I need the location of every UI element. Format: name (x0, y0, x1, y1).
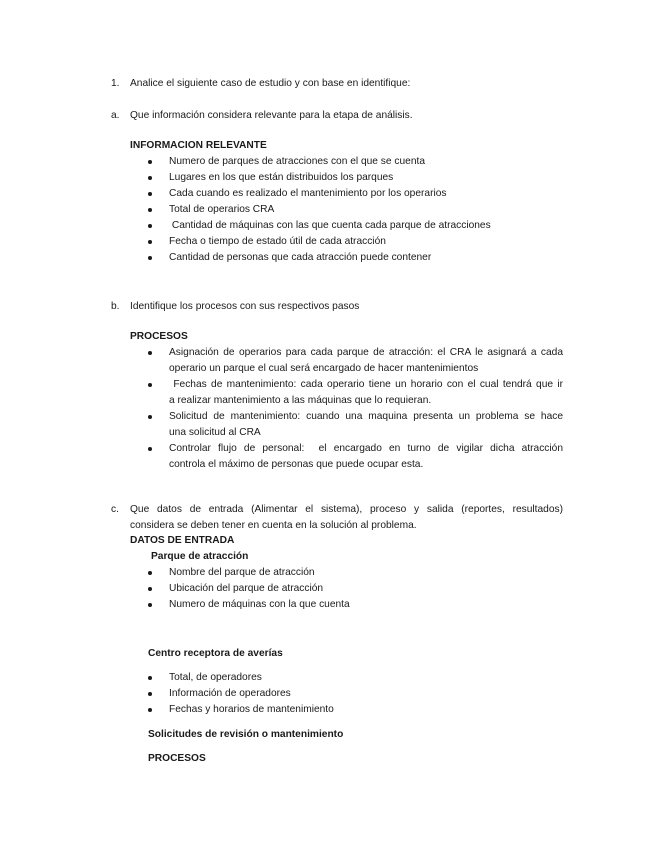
list-item: Cantidad de máquinas con las que cuenta cada parque de atracciones (148, 218, 568, 234)
item-b-text: Identifique los procesos con sus respectivos pasos (130, 301, 360, 312)
list-item: Numero de parques de atracciones con el que se cuenta (148, 154, 568, 170)
list-item: Lugares en los que están distribuidos los parques (148, 170, 568, 186)
list-item-line: operario un parque el cual será encargado de hacer mantenimientos (169, 363, 479, 374)
list-item-line: Solicitud de mantenimiento: cuando una maquina presenta un problema se hace (169, 411, 563, 422)
list-item: Fecha o tiempo de estado útil de cada atracción (148, 234, 568, 250)
breakdown-center-list (148, 670, 568, 718)
list-item (148, 345, 563, 377)
list-item (148, 409, 563, 441)
list-item-line: Controlar flujo de personal: el encargado en turno de vigilar dicha atracción (169, 443, 563, 454)
list-item (148, 441, 563, 473)
list-item: Ubicación del parque de atracción (148, 581, 568, 597)
item-a-marker: a. (111, 110, 120, 121)
item-c-text-line-2: considera se deben tener en cuenta en la solución al problema. (130, 520, 417, 531)
list-item: Total, de operadores (148, 670, 568, 686)
list-item: Cantidad de personas que cada atracción puede contener (148, 250, 568, 266)
processes-list (148, 345, 563, 473)
relevant-info-list (148, 154, 568, 266)
list-item-line: controla el máximo de personas que puede ocupar esta. (169, 459, 424, 470)
list-item-line: a realizar mantenimiento a las máquinas que lo requieran. (169, 395, 432, 406)
sub-heading-park: Parque de atracción (151, 551, 249, 562)
item-1-text: Analice el siguiente caso de estudio y con base en identifique: (130, 78, 411, 89)
list-item: Información de operadores (148, 686, 568, 702)
list-item-line: Fechas de mantenimiento: cada operario tiene un horario con el cual tendrá que ir (169, 379, 563, 390)
park-data-list (148, 565, 568, 613)
item-c-text-line-1: Que datos de entrada (Alimentar el sistema), proceso y salida (reportes, resultados) (130, 504, 563, 515)
list-item: Cada cuando es realizado el mantenimiento por los operarios (148, 186, 568, 202)
list-item (148, 377, 563, 409)
list-item: Nombre del parque de atracción (148, 565, 568, 581)
relevant-info-heading: INFORMACION RELEVANTE (130, 140, 267, 151)
processes-heading: PROCESOS (130, 331, 188, 342)
list-item: Total de operarios CRA (148, 202, 568, 218)
sub-heading-breakdown-center: Centro receptora de averías (148, 648, 283, 659)
item-c-marker: c. (111, 504, 119, 515)
item-1-marker: 1. (111, 78, 120, 89)
list-item-line: una solicitud al CRA (169, 427, 261, 438)
input-data-heading: DATOS DE ENTRADA (130, 535, 235, 546)
item-a-text: Que información considera relevante para la etapa de análisis. (130, 110, 413, 121)
list-item: Fechas y horarios de mantenimiento (148, 702, 568, 718)
list-item-line: Asignación de operarios para cada parque de atracción: el CRA le asignará a cada (169, 347, 563, 358)
list-item: Numero de máquinas con la que cuenta (148, 597, 568, 613)
item-b-marker: b. (111, 301, 120, 312)
sub-heading-requests: Solicitudes de revisión o mantenimiento (148, 729, 344, 740)
sub-heading-processes: PROCESOS (148, 753, 206, 764)
